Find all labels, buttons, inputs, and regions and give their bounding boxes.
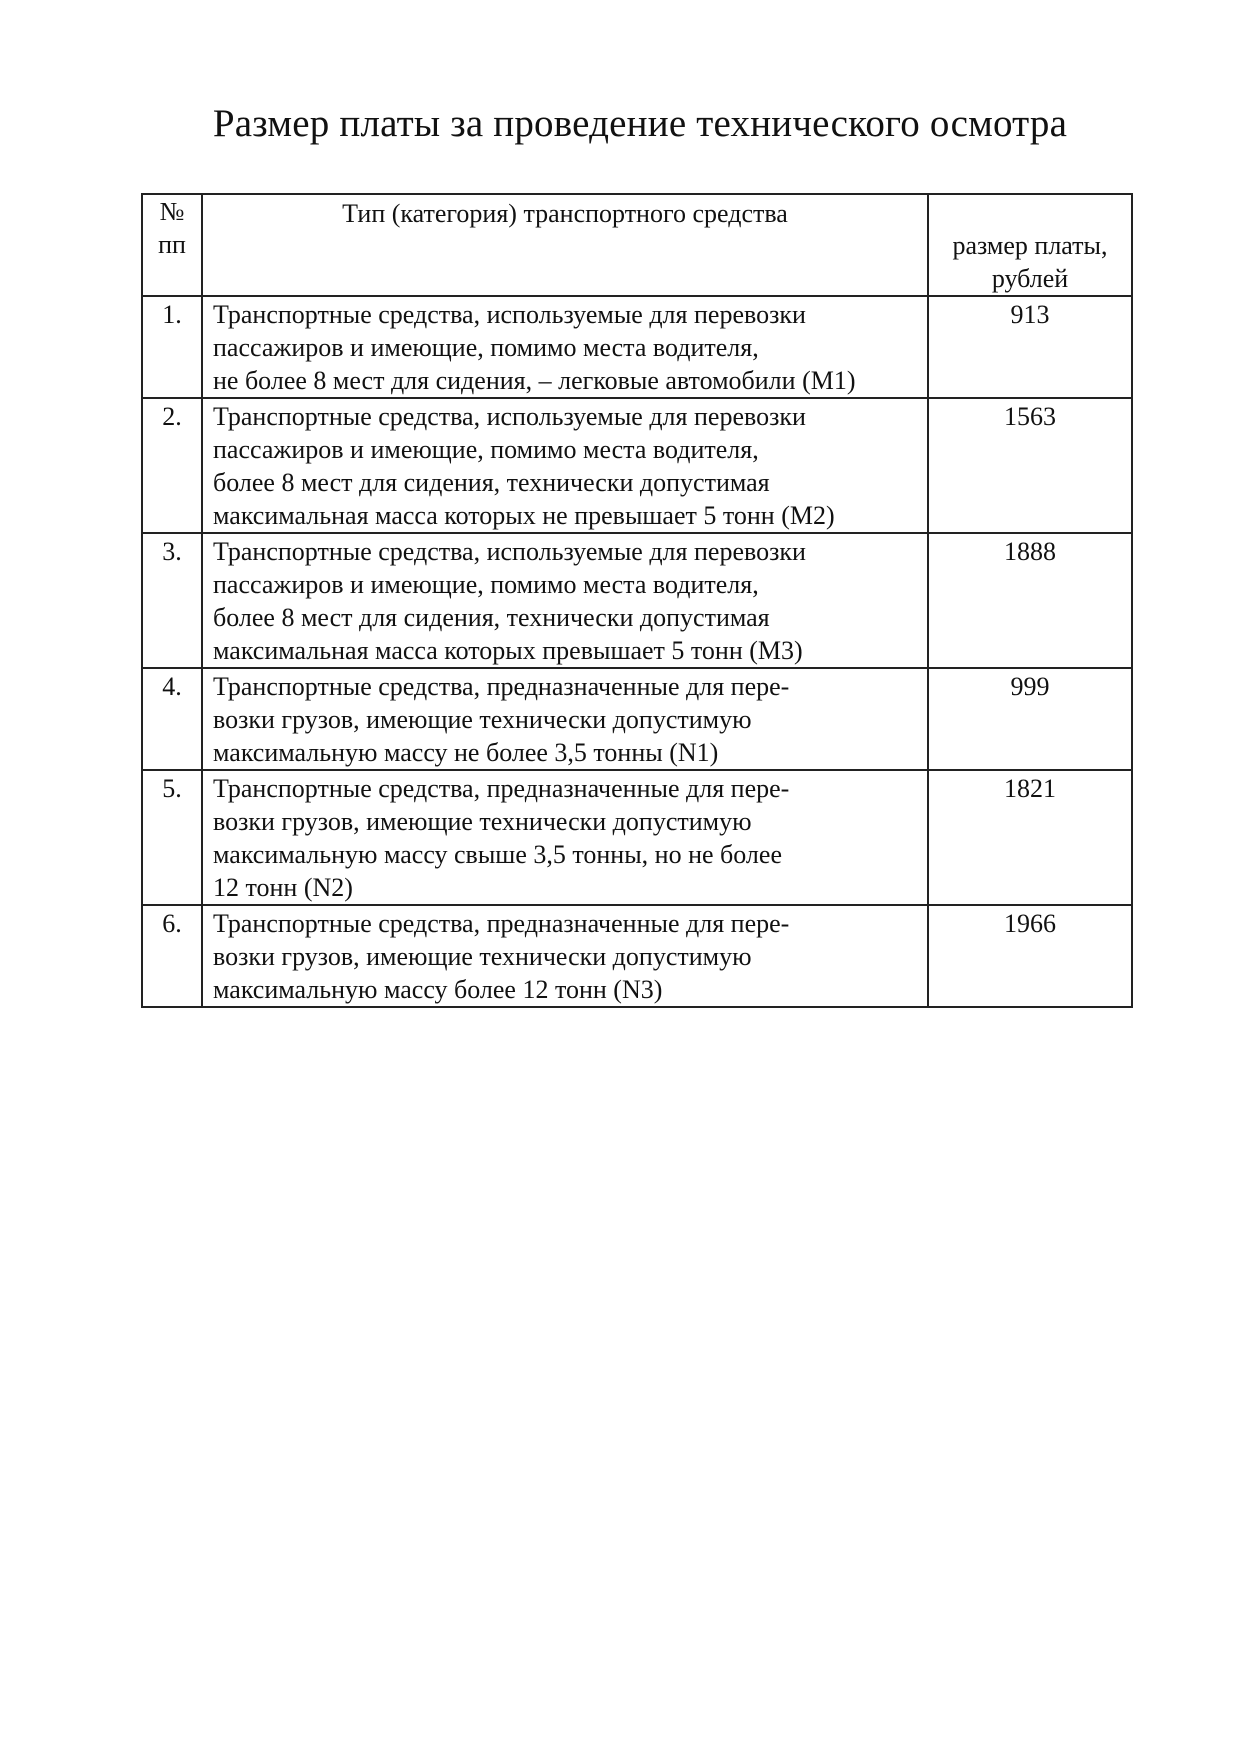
page-title: Размер платы за проведение технического осмотра [212,102,1068,145]
header-fee-line2: рублей [991,264,1069,293]
type-line: максимальную массу более 12 тонн (N3) [213,975,663,1004]
type-line: 12 тонн (N2) [213,873,353,902]
row-number: 1. [142,296,202,398]
row-fee: 913 [928,296,1132,398]
table-row [142,398,1132,533]
type-line: Транспортные средства, используемые для перевозки [213,300,806,329]
type-line: возки грузов, имеющие технически допустимую [213,705,752,734]
row-fee: 1888 [928,533,1132,668]
header-number [142,194,202,296]
header-fee [928,194,1132,296]
row-number: 4. [142,668,202,770]
row-vehicle-type [202,668,928,770]
type-line: максимальная масса которых не превышает 5 тонн (M2) [213,501,835,530]
type-line: максимальную массу не более 3,5 тонны (N1) [213,738,719,767]
table-row [142,770,1132,905]
type-line: более 8 мест для сидения, технически допустимая [213,468,770,497]
type-line: пассажиров и имеющие, помимо места водителя, [213,570,759,599]
type-line: Транспортные средства, предназначенные для пере- [213,774,790,803]
header-number-symbol: № [159,197,185,226]
type-line: более 8 мест для сидения, технически допустимая [213,603,770,632]
row-number: 3. [142,533,202,668]
type-line: максимальную массу свыше 3,5 тонны, но не более [213,840,782,869]
type-line: не более 8 мест для сидения, – легковые автомобили (M1) [213,366,856,395]
table-row [142,668,1132,770]
type-line: Транспортные средства, предназначенные для пере- [213,672,790,701]
row-fee: 1821 [928,770,1132,905]
row-fee: 1563 [928,398,1132,533]
type-line: Транспортные средства, используемые для перевозки [213,402,806,431]
row-vehicle-type [202,398,928,533]
type-line: Транспортные средства, предназначенные для пере- [213,909,790,938]
type-line: возки грузов, имеющие технически допустимую [213,942,752,971]
row-number: 2. [142,398,202,533]
header-number-abbr: пп [158,230,186,259]
type-line: пассажиров и имеющие, помимо места водителя, [213,435,759,464]
header-fee-line1: размер платы, [952,231,1108,260]
row-number: 5. [142,770,202,905]
table-row [142,533,1132,668]
type-line: максимальная масса которых превышает 5 тонн (M3) [213,636,803,665]
type-line: возки грузов, имеющие технически допустимую [213,807,752,836]
table-row [142,296,1132,398]
row-vehicle-type [202,296,928,398]
type-line: пассажиров и имеющие, помимо места водителя, [213,333,759,362]
table-row [142,905,1132,1007]
row-vehicle-type [202,533,928,668]
row-fee: 1966 [928,905,1132,1007]
fee-table [141,193,1133,1008]
row-vehicle-type [202,770,928,905]
type-line: Транспортные средства, используемые для перевозки [213,537,806,566]
row-number: 6. [142,905,202,1007]
row-fee: 999 [928,668,1132,770]
header-vehicle-type: Тип (категория) транспортного средства [202,194,928,296]
row-vehicle-type [202,905,928,1007]
table-header-row [142,194,1132,296]
